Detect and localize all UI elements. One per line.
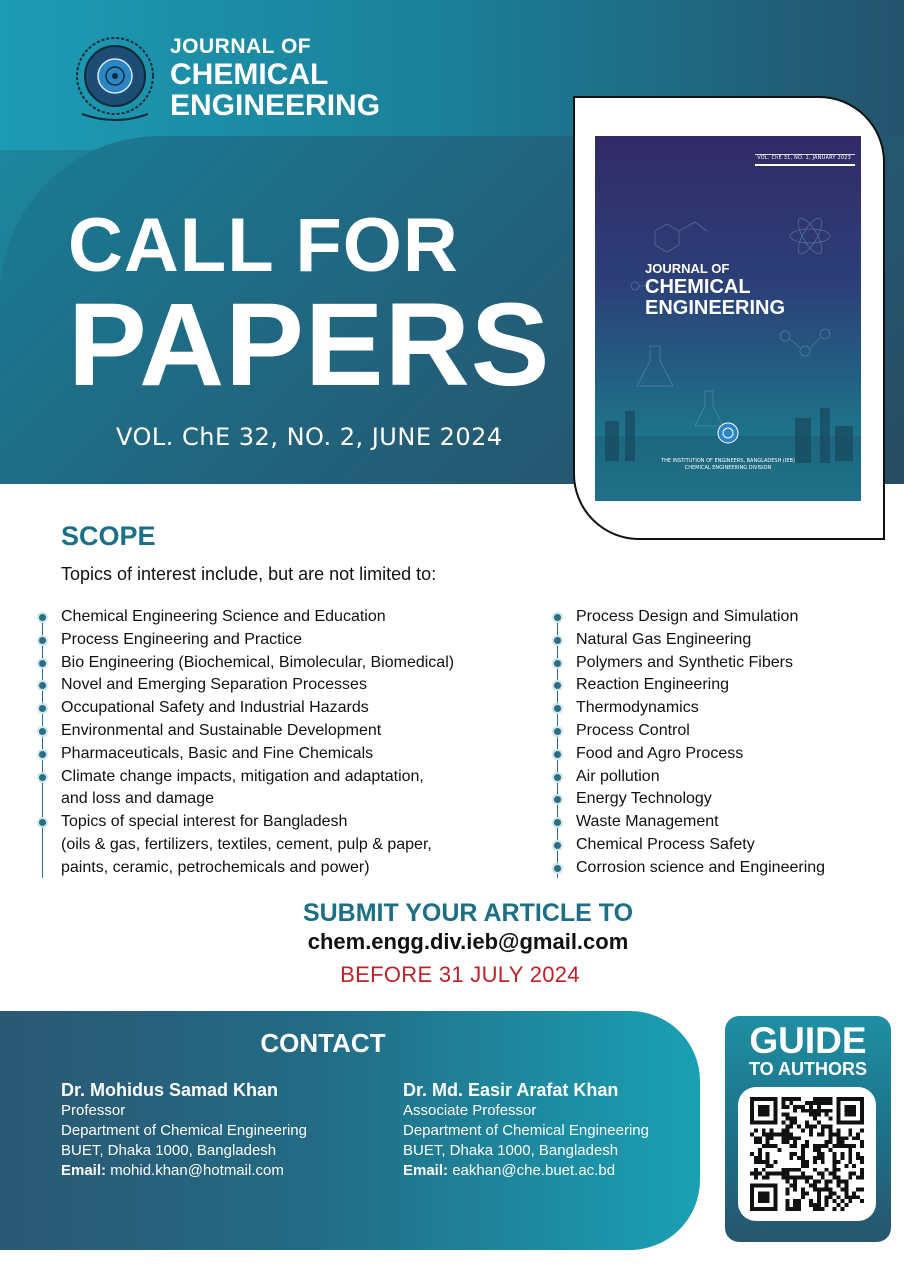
headline-papers: PAPERS	[68, 279, 551, 411]
bullet-dot-icon	[552, 749, 563, 760]
bullet-dot-icon	[552, 612, 563, 623]
contact-person-1	[61, 1079, 307, 1181]
topic-item	[42, 766, 454, 789]
contact-name: Dr. Mohidus Samad Khan	[61, 1080, 279, 1100]
scope-heading: SCOPE	[61, 521, 156, 551]
topic-text: Natural Gas Engineering	[576, 630, 752, 648]
topic-item-continuation	[42, 834, 454, 857]
cover-title-line1: JOURNAL OF	[645, 261, 730, 276]
topic-text: Novel and Emerging Separation Processes	[61, 676, 367, 694]
contact-email[interactable]: mohid.khan@hotmail.com	[110, 1162, 284, 1179]
topic-item	[42, 674, 454, 697]
topic-text: Process Control	[576, 721, 690, 739]
contact-title: Professor	[61, 1102, 126, 1119]
topic-item	[557, 834, 825, 857]
topic-text: Environmental and Sustainable Development	[61, 721, 382, 739]
contact-email-line	[403, 1161, 649, 1181]
bullet-dot-icon	[37, 817, 48, 828]
bullet-dot-icon	[37, 749, 48, 760]
guide-subtitle: TO AUTHORS	[748, 1059, 867, 1079]
bullet-dot-icon	[552, 703, 563, 714]
contact-email-line	[61, 1161, 307, 1181]
topic-item-continuation	[42, 788, 454, 811]
contact-email-label: Email:	[61, 1162, 107, 1179]
topic-text: and loss and damage	[61, 790, 214, 808]
topic-text: (oils & gas, fertilizers, textiles, cement, pulp & paper,	[61, 835, 432, 853]
topic-item	[557, 811, 825, 834]
journal-cover-image	[595, 136, 861, 501]
qr-code-icon[interactable]	[749, 1097, 865, 1211]
bullet-dot-icon	[37, 726, 48, 737]
guide-title: GUIDE	[749, 1020, 867, 1061]
bullet-dot-icon	[552, 840, 563, 851]
topic-text: Reaction Engineering	[576, 676, 729, 694]
topic-item	[557, 743, 825, 766]
topic-item	[42, 743, 454, 766]
topic-item	[557, 606, 825, 629]
topic-text: Food and Agro Process	[576, 744, 744, 762]
topic-item	[42, 811, 454, 834]
contact-name: Dr. Md. Easir Arafat Khan	[403, 1080, 619, 1100]
topic-text: Thermodynamics	[576, 699, 699, 717]
topic-item	[557, 788, 825, 811]
bullet-dot-icon	[552, 794, 563, 805]
contact-person-2	[403, 1079, 649, 1181]
contact-title: Associate Professor	[403, 1102, 537, 1119]
submit-deadline: BEFORE 31 JULY 2024	[340, 962, 580, 987]
topic-text: Polymers and Synthetic Fibers	[576, 653, 793, 671]
headline-call-for: CALL FOR	[68, 203, 459, 288]
topic-text: Corrosion science and Engineering	[576, 858, 826, 876]
cover-title-line2: CHEMICAL	[645, 276, 751, 298]
cover-institution-line2: CHEMICAL ENGINEERING DIVISION	[684, 464, 772, 471]
topic-item	[557, 697, 825, 720]
ieb-logo-icon	[74, 34, 156, 124]
bullet-dot-icon	[552, 658, 563, 669]
journal-title-line3: ENGINEERING	[170, 89, 381, 122]
bullet-dot-icon	[37, 612, 48, 623]
topic-item	[42, 652, 454, 675]
journal-title-line1: JOURNAL OF	[170, 35, 312, 58]
topic-text: Pharmaceuticals, Basic and Fine Chemicals	[61, 744, 374, 762]
topic-text: Waste Management	[576, 813, 719, 831]
topic-text: Air pollution	[576, 767, 660, 785]
bullet-dot-icon	[37, 658, 48, 669]
contact-address: BUET, Dhaka 1000, Bangladesh	[403, 1142, 619, 1159]
bullet-dot-icon	[552, 680, 563, 691]
cover-title-line3: ENGINEERING	[645, 297, 786, 319]
topic-text: paints, ceramic, petrochemicals and power)	[61, 858, 370, 876]
contact-address: BUET, Dhaka 1000, Bangladesh	[61, 1142, 277, 1159]
bullet-dot-icon	[552, 635, 563, 646]
topic-item	[557, 629, 825, 652]
topic-text: Chemical Engineering Science and Education	[61, 608, 386, 625]
topic-item-continuation	[42, 857, 454, 880]
bullet-dot-icon	[37, 635, 48, 646]
topic-text: Occupational Safety and Industrial Hazards	[61, 699, 369, 717]
topic-list-right	[557, 606, 825, 878]
cover-logo-icon	[717, 422, 739, 444]
submit-email: chem.engg.div.ieb@gmail.com	[307, 929, 629, 954]
topic-item	[42, 720, 454, 743]
topic-item	[42, 606, 454, 629]
topic-text: Topics of special interest for Bangladesh	[61, 813, 348, 831]
cover-issue-label: VOL. ChE 31, NO. 1, JANUARY 2023	[757, 155, 851, 161]
topic-text: Chemical Process Safety	[576, 835, 755, 853]
topic-item	[42, 697, 454, 720]
volume-label: VOL. ChE 32, NO. 2, JUNE 2024	[116, 423, 503, 451]
topic-text: Climate change impacts, mitigation and adaptation,	[61, 767, 424, 785]
topic-item	[557, 720, 825, 743]
topic-list-left	[42, 606, 454, 878]
cover-title	[645, 262, 785, 318]
bullet-dot-icon	[37, 680, 48, 691]
cover-institution	[615, 458, 841, 472]
topic-item	[557, 857, 825, 880]
bullet-dot-icon	[552, 863, 563, 874]
bullet-dot-icon	[552, 817, 563, 828]
bullet-dot-icon	[37, 772, 48, 783]
journal-title	[170, 36, 380, 121]
topic-item	[557, 766, 825, 789]
journal-title-line2: CHEMICAL	[170, 58, 329, 91]
cover-rule-thick	[755, 164, 855, 166]
contact-dept: Department of Chemical Engineering	[61, 1122, 307, 1139]
topic-item	[557, 652, 825, 675]
submit-heading: SUBMIT YOUR ARTICLE TO	[302, 899, 634, 927]
topic-text: Process Design and Simulation	[576, 608, 799, 625]
bullet-dot-icon	[552, 772, 563, 783]
contact-dept: Department of Chemical Engineering	[403, 1122, 649, 1139]
contact-email[interactable]: eakhan@che.buet.ac.bd	[452, 1162, 616, 1179]
topic-text: Bio Engineering (Biochemical, Bimolecular, Biomedical)	[61, 653, 455, 671]
topic-text: Process Engineering and Practice	[61, 630, 303, 648]
contact-email-label: Email:	[403, 1162, 449, 1179]
bullet-dot-icon	[37, 703, 48, 714]
topic-item	[42, 629, 454, 652]
bullet-dot-icon	[552, 726, 563, 737]
topic-item	[557, 674, 825, 697]
topic-text: Energy Technology	[576, 790, 712, 808]
scope-subheading: Topics of interest include, but are not limited to:	[61, 564, 437, 584]
contact-heading: CONTACT	[260, 1028, 386, 1058]
cover-institution-line1: THE INSTITUTION OF ENGINEERS, BANGLADESH (IEB)	[661, 458, 795, 464]
